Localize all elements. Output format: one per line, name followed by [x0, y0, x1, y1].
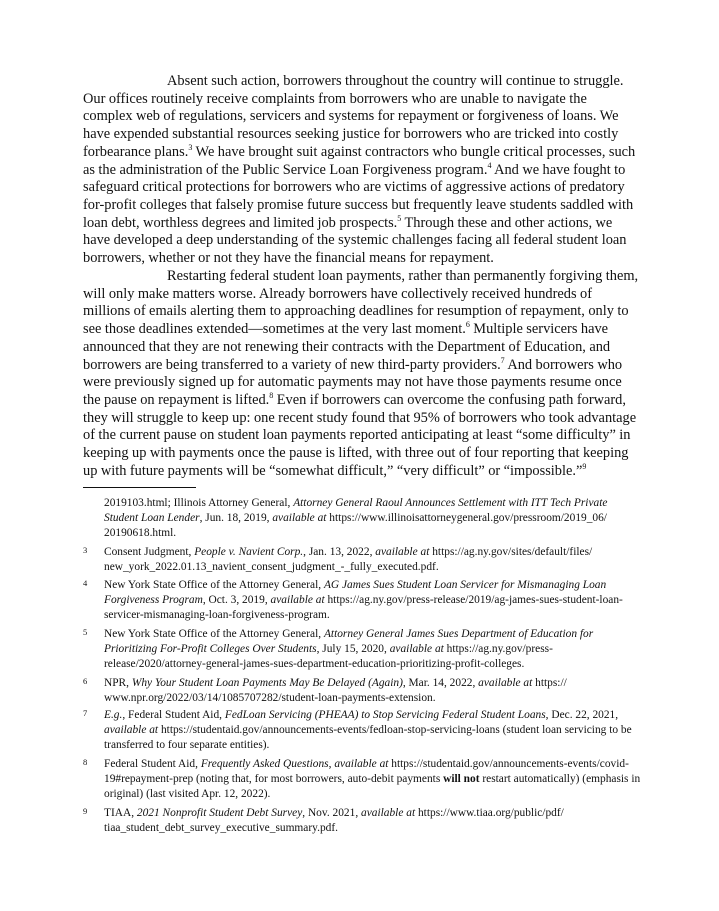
footnote-4-available: available at	[270, 594, 325, 606]
footnote-ref-7: 7	[500, 355, 505, 365]
footnote-5-number: 5	[83, 627, 88, 637]
body-paragraph-1	[83, 73, 639, 268]
footnote-6-available: available at	[478, 677, 533, 689]
footnote-6-number: 6	[83, 676, 88, 686]
footnote-ref-4: 4	[487, 160, 492, 170]
footnote-6-text: NPR,	[104, 677, 132, 689]
footnote-ref-5: 5	[397, 213, 402, 223]
footnote-ref-3: 3	[188, 142, 193, 152]
footnote-6	[83, 676, 643, 706]
body-paragraph-2	[83, 268, 639, 480]
footnote-3-title: People v. Navient Corp.	[194, 546, 304, 558]
footnote-3-date: , Jan. 13, 2022,	[303, 546, 376, 558]
footnote-8-available: available at	[334, 758, 389, 770]
footnote-separator	[83, 487, 196, 488]
footnote-8-separator: ,	[328, 758, 335, 770]
footnote-cont-text: 2019103.html; Illinois Attorney General,	[104, 497, 294, 509]
paragraph-2-text-c: And borrowers who were previously signed up for automatic payments may not have those payments resume once the pause on repayment is lifted.	[83, 356, 623, 408]
footnote-9-date: , Nov. 2021,	[302, 807, 362, 819]
footnote-8-url: https://studentaid.gov/announcements-events/covid-19#repayment-prep (noting that, for most borrowers, auto-debit payments	[104, 758, 629, 785]
paragraph-1-text-c: And we have fought to safeguard critical protections for borrowers who are victims of aggressive actions of predatory for-profit colleges that falsely promise future success but frequently leave students saddled with loan debt, worthless degrees and limited job prospects.	[83, 161, 634, 231]
footnote-5-available: available at	[389, 643, 444, 655]
footnote-7-available: available at	[104, 724, 159, 736]
footnote-8-title: Frequently Asked Questions	[200, 758, 329, 770]
footnote-5-text: New York State Office of the Attorney General,	[104, 628, 324, 640]
footnote-5-title: Attorney General James Sues Department of Education for Prioritizing For-Profit Colleges Over Students	[104, 628, 594, 655]
paragraph-2-text-b: Multiple servicers have announced that they are not renewing their contracts with the Department of Education, and borrowers are being transferred to a variety of new third-party providers.	[83, 321, 611, 373]
footnote-9-url: https://www.tiaa.org/public/pdf/ tiaa_student_debt_survey_executive_summary.pdf.	[104, 807, 564, 834]
footnote-3-url: https://ag.ny.gov/sites/default/files/ new_york_2022.01.13_navient_consent_judgment_-_fully_executed.pdf.	[104, 546, 593, 573]
footnote-8-text: Federal Student Aid,	[104, 758, 201, 770]
footnote-9-available: available at	[361, 807, 416, 819]
footnote-3-available: available at	[375, 546, 430, 558]
footnote-cont-url: https://www.illinoisattorneygeneral.gov/pressroom/2019_06/ 20190618.html.	[104, 512, 607, 539]
footnote-7-title: FedLoan Servicing (PHEAA) to Stop Servicing Federal Student Loans	[224, 709, 546, 721]
footnote-9-text: TIAA,	[104, 807, 137, 819]
footnote-8-number: 8	[83, 757, 88, 767]
footnote-7	[83, 708, 643, 753]
footnote-5	[83, 627, 643, 672]
footnote-3-number: 3	[83, 545, 88, 555]
footnote-3-text: Consent Judgment,	[104, 546, 195, 558]
footnote-8-tail: restart automatically) (emphasis in original) (last visited Apr. 12, 2022).	[104, 773, 641, 800]
paragraph-1-text-b: We have brought suit against contractors who bungle critical processes, such as the administration of the Public Service Loan Forgiveness program.	[83, 143, 636, 178]
footnote-8	[83, 757, 643, 802]
footnote-6-title: Why Your Student Loan Payments May Be Delayed (Again)	[131, 677, 403, 689]
footnote-7-eg: E.g.	[104, 709, 123, 721]
footnote-cont-title: Attorney General Raoul Announces Settlement with ITT Tech Private Student Loan Lender	[104, 497, 608, 524]
footnote-7-text: , Federal Student Aid,	[122, 709, 225, 721]
footnote-4-date: , Oct. 3, 2019,	[202, 594, 271, 606]
paragraph-2-text-a: Restarting federal student loan payments, rather than permanently forgiving them, will only make matters worse. Already borrowers have collectively received hundreds of millions of emails alerting them to approaching deadlines for resumption of repayment, only to see those deadlines extended—sometimes at the very last moment.	[83, 268, 639, 338]
footnote-9-title: 2021 Nonprofit Student Debt Survey	[136, 807, 303, 819]
footnote-6-date: , Mar. 14, 2022,	[402, 677, 479, 689]
footnote-4-title: AG James Sues Student Loan Servicer for Mismanaging Loan Forgiveness Program	[104, 579, 607, 606]
footnote-continued	[83, 496, 643, 541]
footnote-ref-9: 9	[582, 461, 587, 471]
footnote-cont-date: , Jun. 18, 2019,	[199, 512, 273, 524]
footnote-7-date: , Dec. 22, 2021,	[545, 709, 619, 721]
footnote-ref-8: 8	[269, 390, 274, 400]
footnote-7-url: https://studentaid.gov/announcements-events/fedloan-stop-servicing-loans (student loan servicing to be transferred to four separate entities).	[104, 724, 632, 751]
footnote-4-url: https://ag.ny.gov/press-release/2019/ag-james-sues-student-loan-servicer-mismanaging-loan-forgiveness-program.	[104, 594, 623, 621]
footnote-5-date: , July 15, 2020,	[316, 643, 390, 655]
footnote-4	[83, 578, 643, 623]
footnote-4-number: 4	[83, 578, 88, 588]
footnote-9	[83, 806, 643, 836]
footnote-5-url: https://ag.ny.gov/press-release/2020/attorney-general-james-sues-department-education-prioritizing-profit-colleges.	[104, 643, 553, 670]
footnote-8-emphasis: will not	[443, 773, 480, 785]
paragraph-2-text-d: Even if borrowers can overcome the confusing path forward, they will struggle to keep up: one recent study found that 95% of borrowers who took advantage of the current pause on student loan payments reported anticipating at least “some difficulty” in keeping up with payments once the pause is lifted, with three out of four reporting that keeping up with future payments will be “somewhat difficult,” “very difficult” or “impossible.”	[83, 391, 637, 479]
footnote-9-number: 9	[83, 806, 88, 816]
footnote-ref-6: 6	[465, 320, 470, 330]
footnote-cont-available: available at	[272, 512, 327, 524]
footnote-7-number: 7	[83, 708, 88, 718]
paragraph-1-text-a: Absent such action, borrowers throughout the country will continue to struggle. Our offices routinely receive complaints from borrowers who are unable to navigate the complex web of regulations, servicers and systems for repayment or forgiveness of loans. We have expended substantial resources seeking justice for borrowers who are tricked into costly forbearance plans.	[83, 73, 624, 160]
footnote-3	[83, 545, 643, 575]
paragraph-1-text-d: Through these and other actions, we have developed a deep understanding of the systemic challenges facing all federal student loan borrowers, whether or not they have the financial means for repayment.	[83, 214, 627, 267]
footnote-6-url: https:// www.npr.org/2022/03/14/1085707282/student-loan-payments-extension.	[104, 677, 567, 704]
footnote-4-text: New York State Office of the Attorney General,	[104, 579, 324, 591]
